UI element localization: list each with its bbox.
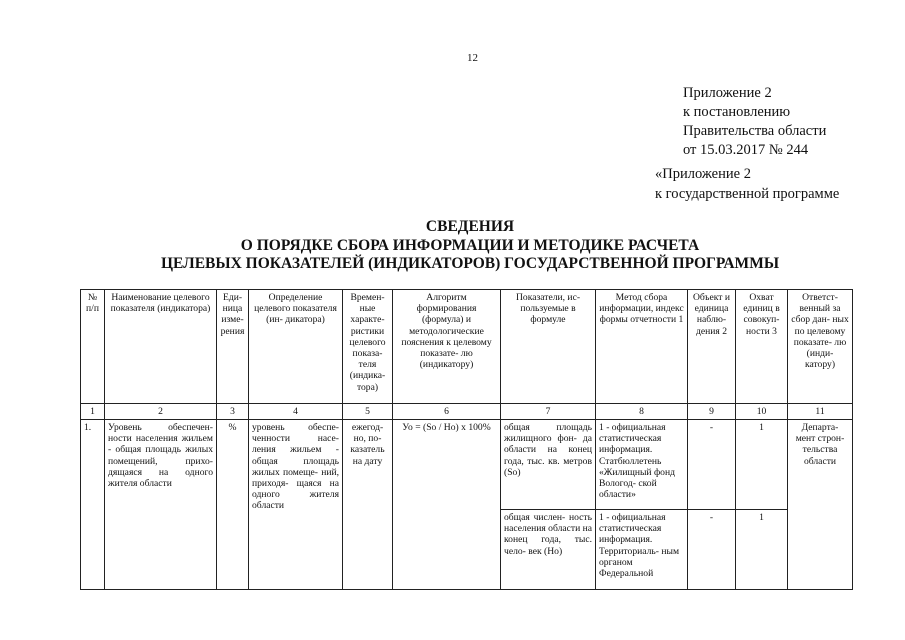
header-cell: Алгоритм формирования (формула) и методологические пояснения к целевому показате- лю (индикатору) bbox=[393, 290, 501, 404]
header-cell: Времен- ные характе- ристики целевого показа- теля (индика- тора) bbox=[343, 290, 393, 404]
table-header-row bbox=[81, 290, 853, 404]
heading-line: О ПОРЯДКЕ СБОРА ИНФОРМАЦИИ И МЕТОДИКЕ РАСЧЕТА bbox=[240, 236, 700, 254]
header-cell: Объект и единица наблю- дения 2 bbox=[688, 290, 736, 404]
column-number-row bbox=[81, 404, 853, 420]
column-number: 6 bbox=[393, 404, 501, 420]
observation-object: - bbox=[688, 510, 736, 590]
column-number: 8 bbox=[596, 404, 688, 420]
appendix-line: к постановлению bbox=[683, 104, 791, 120]
appendix-line: Правительства области bbox=[683, 123, 827, 139]
formula: Уо = (So / Ho) x 100% bbox=[393, 420, 501, 590]
header-cell: № п/п bbox=[81, 290, 105, 404]
column-number: 9 bbox=[688, 404, 736, 420]
column-number: 7 bbox=[501, 404, 596, 420]
column-number: 2 bbox=[105, 404, 217, 420]
document-heading bbox=[90, 218, 850, 274]
observation-object: - bbox=[688, 420, 736, 510]
indicator-definition: уровень обеспе- ченности насе- ления жильем - общая площадь жилых помеще- ний, приходя- щаяся на одного жителя области bbox=[249, 420, 343, 590]
column-number: 4 bbox=[249, 404, 343, 420]
header-cell: Определение целевого показателя (ин- дикатора) bbox=[249, 290, 343, 404]
formula-indicator: общая числен- ность населения области на конец года, тыс. чело- век (Ho) bbox=[501, 510, 596, 590]
coverage: 1 bbox=[736, 510, 788, 590]
header-cell: Наименование целевого показателя (индикатора) bbox=[105, 290, 217, 404]
header-cell: Показатели, ис- пользуемые в формуле bbox=[501, 290, 596, 404]
collection-method: 1 - официальная статистическая информация. Статбюллетень «Жилищный фонд Вологод- ской области» bbox=[596, 420, 688, 510]
appendix2-line: «Приложение 2 bbox=[655, 166, 751, 182]
appendix-line: от 15.03.2017 № 244 bbox=[683, 142, 809, 158]
column-number: 3 bbox=[217, 404, 249, 420]
header-cell: Еди- ница изме- рения bbox=[217, 290, 249, 404]
column-number: 10 bbox=[736, 404, 788, 420]
row-number: 1. bbox=[81, 420, 105, 590]
table-row bbox=[81, 420, 853, 510]
appendix2-block bbox=[655, 164, 839, 204]
appendix2-line: к государственной программе bbox=[655, 186, 840, 202]
column-number: 1 bbox=[81, 404, 105, 420]
collection-method: 1 - официальная статистическая информация. Территориаль- ным органом Федеральной bbox=[596, 510, 688, 590]
formula-indicator: общая площадь жилищного фон- да области на конец года, тыс. кв. метров (So) bbox=[501, 420, 596, 510]
appendix-block bbox=[683, 84, 826, 160]
indicator-name: Уровень обеспечен- ности населения жильем - общая площадь жилых помещений, прихо- дящаяся на одного жителя области bbox=[105, 420, 217, 590]
appendix-line: Приложение 2 bbox=[683, 85, 772, 101]
column-number: 11 bbox=[788, 404, 853, 420]
time-characteristics: ежегод- но, по- казатель на дату bbox=[343, 420, 393, 590]
header-cell: Ответст- венный за сбор дан- ных по целевому показате- лю (инди- катору) bbox=[788, 290, 853, 404]
responsible-body: Департа- мент строн- тельства области bbox=[788, 420, 853, 590]
indicators-table bbox=[80, 289, 853, 590]
header-cell: Охват единиц в совокуп- ности 3 bbox=[736, 290, 788, 404]
column-number: 5 bbox=[343, 404, 393, 420]
header-cell: Метод сбора информации, индекс формы отчетности 1 bbox=[596, 290, 688, 404]
coverage: 1 bbox=[736, 420, 788, 510]
indicator-unit: % bbox=[217, 420, 249, 590]
heading-line: СВЕДЕНИЯ bbox=[425, 218, 515, 235]
heading-line: ЦЕЛЕВЫХ ПОКАЗАТЕЛЕЙ (ИНДИКАТОРОВ) ГОСУДАРСТВЕННОЙ ПРОГРАММЫ bbox=[160, 255, 780, 272]
page-number: 12 bbox=[467, 52, 478, 64]
